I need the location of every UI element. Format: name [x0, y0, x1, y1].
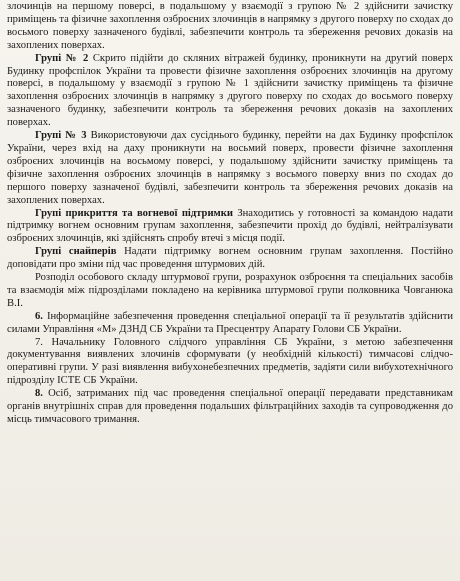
- paragraph-lead: 8.: [35, 388, 43, 400]
- paragraph-text: Знаходитись у готовності за командою надати підтримку вогнем основним групам захоплення, забезпечити прохід до будівлі, нейтралізувати озброєних злочинців, які здійснять спробу втечі з місця події.: [7, 207, 454, 245]
- paragraph-personnel-distribution: [7, 272, 453, 311]
- paragraph-item-7: [7, 337, 453, 389]
- paragraph-text: Скрито підійти до скляних вітражей будинку, проникнути на другий поверх Будинку профспілок України та провести фізичне захоплення озброєних злочинців на другому поверсі, в подальшому у взаємодії з групою № 1 здійснити зачистку приміщень та фізичне захоплення озброєних злочинців в напрямку з другого поверху по сходах до восьмого поверху зазначеного будинку, забезпечити контроль та збереження речових доказів на захоплених поверхах.: [7, 52, 453, 129]
- paragraph-text: злочинців на першому поверсі, в подальшому у взаємодії з групою № 2 здійснити зачистку приміщень та фізичне захоплення озброєних злочинців в напрямку з другого поверху по сходах до восьмого поверху зазначеного будівлі, забезпечити контроль та збереження речових доказів на захоплених поверхах.: [7, 1, 453, 51]
- paragraph-lead: Групі снайперів: [35, 246, 117, 258]
- paragraph-cover-fire-group: [7, 208, 453, 247]
- paragraph-item-6: [7, 311, 453, 337]
- paragraph-group-2: [7, 53, 453, 130]
- paragraph-lead: Групі № 3: [35, 130, 87, 142]
- paragraph-group1-continuation: [7, 1, 453, 53]
- paragraph-item-8: [7, 388, 453, 427]
- paragraph-lead: Групі № 2: [35, 52, 89, 64]
- paragraph-text: Розподіл особового складу штурмової групи, розрахунок озброєння та спеціальних засобів та взаємодія між підрозділами покладено на керівника штурмової групи полковника Човганюка В.І.: [7, 272, 453, 309]
- paragraph-text: Осіб, затриманих під час проведення спеціальної операції передавати представникам органів внутрішніх справ для проведення подальших фільтраційних заходів та супроводження до місць тимчасового тримання.: [7, 388, 453, 425]
- paragraph-text: 7. Начальнику Головного слідчого управління СБ України, з метою забезпечення документування виявлених злочинів сформувати (у необхідній кількості) тимчасові слідчо-оперативні групи. У разі виявлення вибухонебезпечних предметів, задіяти сили вибухотехнічного підрозділу ІСТЕ СБ України.: [7, 336, 453, 387]
- paragraph-group-3: [7, 130, 453, 207]
- paragraph-lead: Групі прикриття та вогневої підтримки: [35, 207, 233, 219]
- paragraph-lead: 6.: [35, 310, 43, 322]
- paragraph-snipers: [7, 246, 453, 272]
- paragraph-text: Інформаційне забезпечення проведення спеціальної операції та її результатів здійснити силами Управління «М» ДЗНД СБ України та Пресцентру Апарату Голови СБ України.: [7, 310, 453, 335]
- paragraph-text: Надати підтримку вогнем основним групам захоплення. Постійно доповідати про зміни під час проведення штурмових дій.: [7, 246, 453, 271]
- paragraph-text: Використовуючи дах сусіднього будинку, перейти на дах Будинку профспілок України, через вхід на даху проникнути на восьмий поверх, провести фізичне захоплення озброєних злочинців на восьмому поверсі, у подальшому здійснити зачистку приміщень та фізичне захоплення озброєних злочинців в напрямку з восьмого поверху вниз по сходах до першого поверху зазначеної будівлі, забезпечити контроль та збереження речових доказів на захоплених поверхах.: [7, 130, 453, 206]
